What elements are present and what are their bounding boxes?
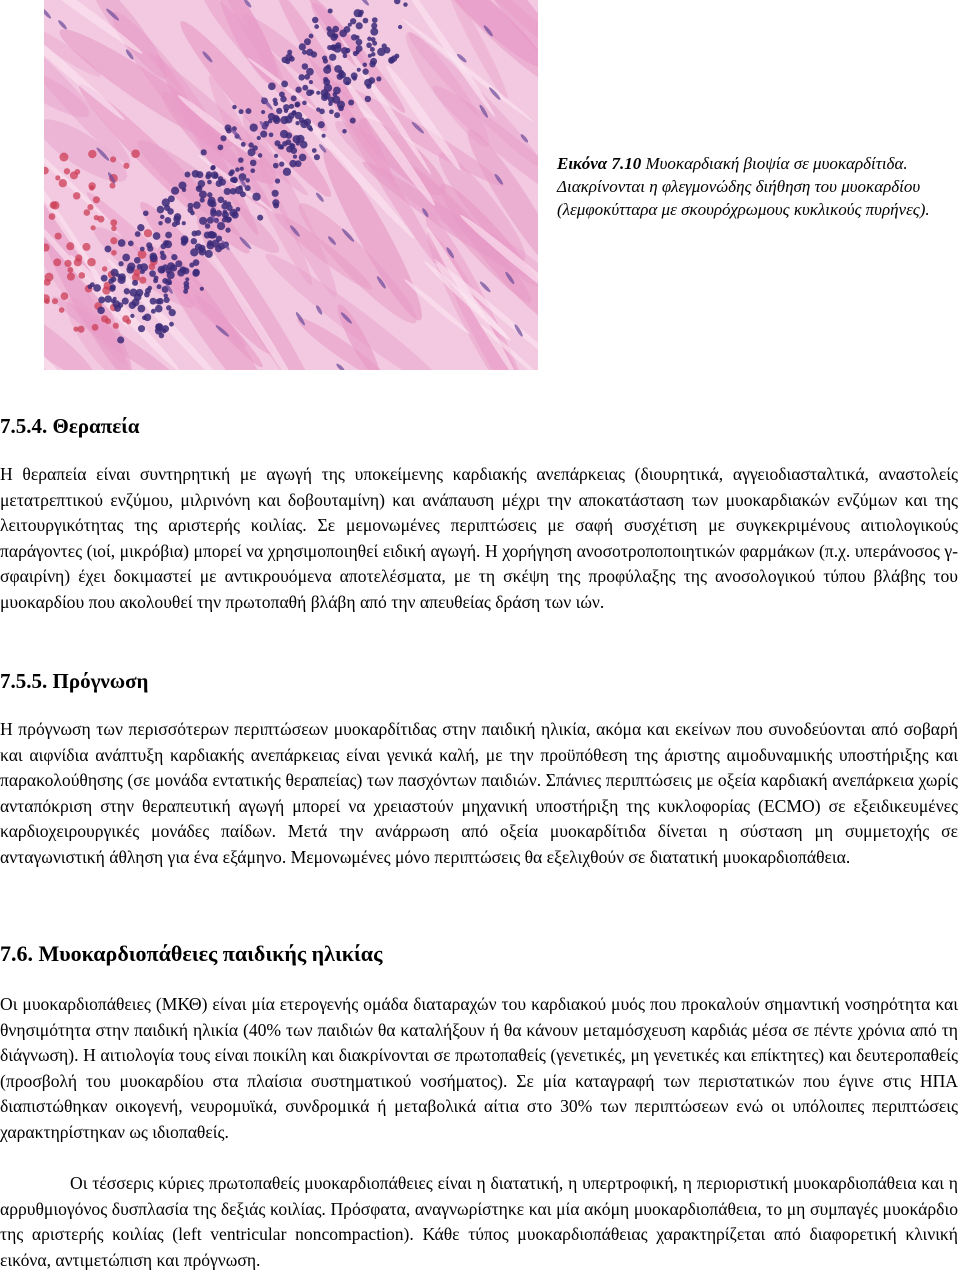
section-heading-prognosis: 7.5.5. Πρόγνωση <box>0 669 149 693</box>
section-heading-cardiomyopathies: 7.6. Μυοκαρδιοπάθειες παιδικής ηλικίας <box>0 941 383 966</box>
section-text-cardiomyopathies-2: Οι τέσσερις κύριες πρωτοπαθείς μυοκαρδιοπάθειες είναι η διατατική, η υπερτροφική, η περιοριστική μυοκαρδιοπάθεια και η αρρυθμιογόνος δυσπλασία της δεξιάς κοιλίας. Πρόσφατα, αναγνωρίστηκε και μία ακόμη μυοκαρδιοπάθεια, το μη συμπαγές μυοκάρδιο της αριστερής κοιλίας (left ventricular noncompaction). Κάθε τύπος μυοκαρδιοπάθειας χαρακτηρίζεται από διαφορετική κλινική εικόνα, αντιμετώπιση και πρόγνωση. <box>0 1173 958 1270</box>
figure-caption-text: Μυοκαρδιακή βιοψία σε μυοκαρδίτιδα. Διακρίνονται η φλεγμονώδης διήθηση του μυοκαρδίου (λεμφοκύτταρα με σκουρόχρωμους κυκλικούς πυρήνες). <box>557 154 930 219</box>
myocardial-biopsy-image <box>44 0 538 370</box>
section-text-cardiomyopathies-1: Οι μυοκαρδιοπάθειες (ΜΚΘ) είναι μία ετερογενής ομάδα διαταραχών του καρδιακού μυός που προκαλούν σημαντική νοσηρότητα και θνησιμότητα στην παιδική ηλικία (40% των παιδιών θα καταλήξουν ή θα κάνουν μεταμόσχευση καρδιάς μέσα σε πέντε χρόνια από τη διάγνωση). Η αιτιολογία τους είναι ποικίλη και διακρίνονται σε πρωτοπαθείς (γενετικές, μη γενετικές και επίκτητες) και δευτεροπαθείς (προσβολή του μυοκαρδίου στα πλαίσια συστηματικού νοσήματος). Σε μία καταγραφή των περιστατικών που έγινε στις ΗΠΑ διαπιστώθηκαν οικογενή, νευρομυϊκά, συνδρομικά ή μεταβολικά αίτια στο 30% των περιπτώσεων ενώ οι υπόλοιπες περιπτώσεις χαρακτηρίστηκαν ως ιδιοπαθείς. <box>0 994 958 1142</box>
figure-caption <box>557 152 957 221</box>
section-heading-therapy: 7.5.4. Θεραπεία <box>0 414 140 438</box>
section-text-therapy: Η θεραπεία είναι συντηρητική με αγωγή της υποκείμενης καρδιακής ανεπάρκειας (διουρητικά, αγγειοδιασταλτικά, αναστολείς μετατρεπτικού ενζύμου, μιλρινόνη και δοβουταμίνη) και ανάπαυση μέχρι την αποκατάσταση των μυοκαρδιακών ενζύμων και της λειτουργικότητας της αριστερής κοιλίας. Σε μεμονωμένες περιπτώσεις με σαφή συσχέτιση με συγκεκριμένους αιτιολογικούς παράγοντες (ιοί, μικρόβια) μπορεί να χρησιμοποιηθεί ειδική αγωγή. Η χορήγηση ανοσοτροποποιητικών φαρμάκων (π.χ. υπεράνοσος γ-σφαιρίνη) έχει δοκιμαστεί με αντικρουόμενα αποτελέσματα, με τη σκέψη της προφύλαξης της ανοσολογικού τύπου βλάβης του μυοκαρδίου που ακολουθεί την πρωτοπαθή βλάβη από την απευθείας δράση των ιών. <box>0 464 958 612</box>
figure-caption-label: Εικόνα 7.10 <box>557 154 642 173</box>
histology-figure <box>44 0 538 370</box>
section-text-prognosis: Η πρόγνωση των περισσότερων περιπτώσεων μυοκαρδίτιδας στην παιδική ηλικία, ακόμα και εκείνων που συνοδεύονται από σοβαρή και αιφνίδια ανάπτυξη καρδιακής ανεπάρκειας είναι γενικά καλή, με την προϋπόθεση της άριστης αιμοδυναμικής υποστήριξης και παρακολούθησης (σε μονάδα εντατικής θεραπείας) των πασχόντων παιδιών. Σπάνιες περιπτώσεις με οξεία καρδιακή ανεπάρκεια χωρίς ανταπόκριση στην θεραπευτική αγωγή μπορεί να χρειαστούν μηχανική υποστήριξη της κυκλοφορίας (ECMO) σε εξειδικευμένες καρδιοχειρουργικές μονάδες παίδων. Μετά την ανάρρωση από οξεία μυοκαρδίτιδα δίνεται η σύσταση μη συμμετοχής σε ανταγωνιστική άθληση για ένα εξάμηνο. Μεμονωμένες μόνο περιπτώσεις θα εξελιχθούν σε διατατική μυοκαρδιοπάθεια. <box>0 719 958 867</box>
